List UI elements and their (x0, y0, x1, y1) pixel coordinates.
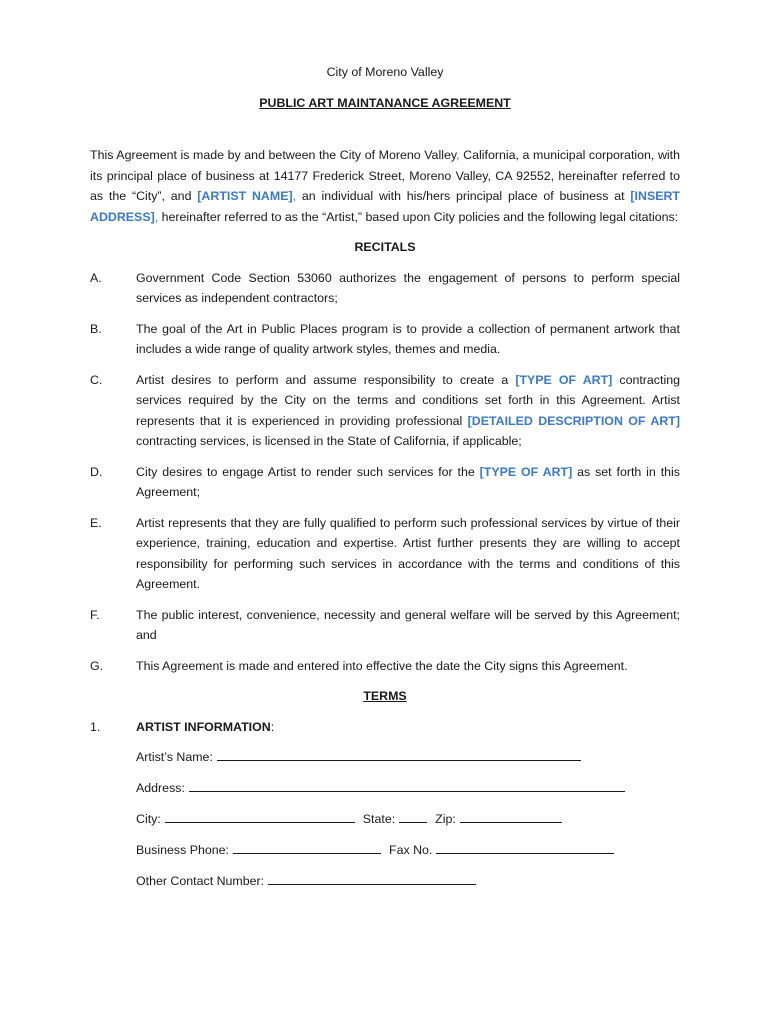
address-placeholder[interactable]: [INSERT ADDRESS] (90, 189, 680, 224)
recital-text: The goal of the Art in Public Places program is to provide a collection of permanent artwork that includes a wide range of quality artwork styles, themes and media. (136, 321, 680, 356)
state-label: State: (362, 812, 396, 826)
recital-letter: B. (90, 321, 102, 336)
address-field[interactable] (189, 778, 625, 792)
recital-text-part: City desires to engage Artist to render such services for the (136, 464, 480, 479)
address-row (136, 778, 680, 799)
recital-text-part: Artist desires to perform and assume responsibility to create a (136, 372, 516, 387)
city-name: City of Moreno Valley (326, 65, 444, 79)
term-number: 1. (90, 719, 101, 734)
recital-text-part: contracting services, is licensed in the State of California, if applicable; (136, 434, 522, 448)
recital-letter: E. (90, 515, 102, 530)
intro-text-1: This Agreement is made by and between the City of Moreno Valley (90, 148, 457, 162)
other-contact-row (136, 871, 680, 892)
intro-comma-2: , (292, 189, 297, 203)
intro-paragraph (90, 145, 680, 227)
artist-name-placeholder[interactable]: [ARTIST NAME] (197, 189, 293, 203)
recital-text-part: as set forth in this Agreement; (136, 464, 680, 499)
term-title-colon: : (270, 719, 275, 734)
term-title-text: ARTIST INFORMATION (136, 719, 271, 734)
recital-item (90, 462, 680, 503)
artist-name-row (136, 747, 680, 768)
address-label: Address: (136, 781, 185, 795)
business-phone-label: Business Phone: (136, 843, 229, 857)
recital-text (136, 370, 680, 452)
intro-text-3: an individual with his/hers principal place of business at (296, 189, 631, 203)
fax-label: Fax No. (389, 843, 433, 857)
recital-letter: A. (90, 270, 102, 285)
artist-name-field[interactable] (217, 747, 581, 761)
art-description-placeholder[interactable]: [DETAILED DESCRIPTION OF ART] (467, 413, 680, 428)
state-field[interactable] (399, 809, 427, 823)
type-of-art-placeholder[interactable]: [TYPE OF ART] (479, 464, 573, 479)
recital-text: Government Code Section 53060 authorizes the engagement of persons to perform special services as independent contractors; (136, 270, 680, 305)
fax-field[interactable] (436, 840, 614, 854)
other-contact-label: Other Contact Number: (136, 874, 265, 888)
intro-text-2: California, a municipal corporation, with its principal place of business at 14177 Frederick Street, Moreno Valley, CA 92552, hereinafter referred to as the “City”, and (90, 148, 680, 203)
recital-letter: C. (90, 372, 103, 387)
recital-letter: G. (90, 658, 104, 673)
recital-letter: D. (90, 464, 103, 479)
recital-item (90, 656, 680, 677)
recitals-heading: RECITALS (354, 240, 416, 254)
agreement-title: PUBLIC ART MAINTANANCE AGREEMENT (259, 95, 511, 110)
city-label: City: (136, 812, 161, 826)
terms-heading: TERMS (363, 689, 407, 703)
intro-comma-3: , (154, 209, 159, 224)
intro-comma-1: , (456, 148, 460, 162)
recital-text (136, 462, 680, 503)
document-page (90, 62, 680, 902)
term-item (90, 717, 680, 738)
recital-text-part: contracting services required by the City on the terms and conditions set forth in this Agreement. Artist represents that it is experienced in providing professional (136, 372, 680, 428)
zip-label: Zip: (435, 812, 456, 826)
city-field[interactable] (165, 809, 355, 823)
type-of-art-placeholder[interactable]: [TYPE OF ART] (515, 372, 613, 387)
other-contact-field[interactable] (268, 871, 476, 885)
recital-item (90, 319, 680, 360)
city-state-zip-row (136, 809, 680, 830)
recital-item (90, 268, 680, 309)
phone-fax-row (136, 840, 680, 861)
recital-text: This Agreement is made and entered into effective the date the City signs this Agreement. (136, 658, 628, 673)
recital-item (90, 605, 680, 646)
zip-field[interactable] (460, 809, 562, 823)
term-title (136, 717, 680, 738)
recital-text: The public interest, convenience, necessity and general welfare will be served by this Agreement; and (136, 607, 680, 642)
recital-letter: F. (90, 607, 100, 622)
intro-text-4: hereinafter referred to as the “Artist,” based upon City policies and the following legal citations: (158, 209, 679, 224)
business-phone-field[interactable] (233, 840, 381, 854)
artist-name-label: Artist’s Name: (136, 750, 213, 764)
recital-item (90, 513, 680, 595)
recital-text: Artist represents that they are fully qualified to perform such professional services by virtue of their experience, training, education and expertise. Artist further presents they are willing to accept responsibility for performing such services in accordance with the terms and conditions of this Agreement. (136, 515, 680, 591)
recital-item (90, 370, 680, 452)
